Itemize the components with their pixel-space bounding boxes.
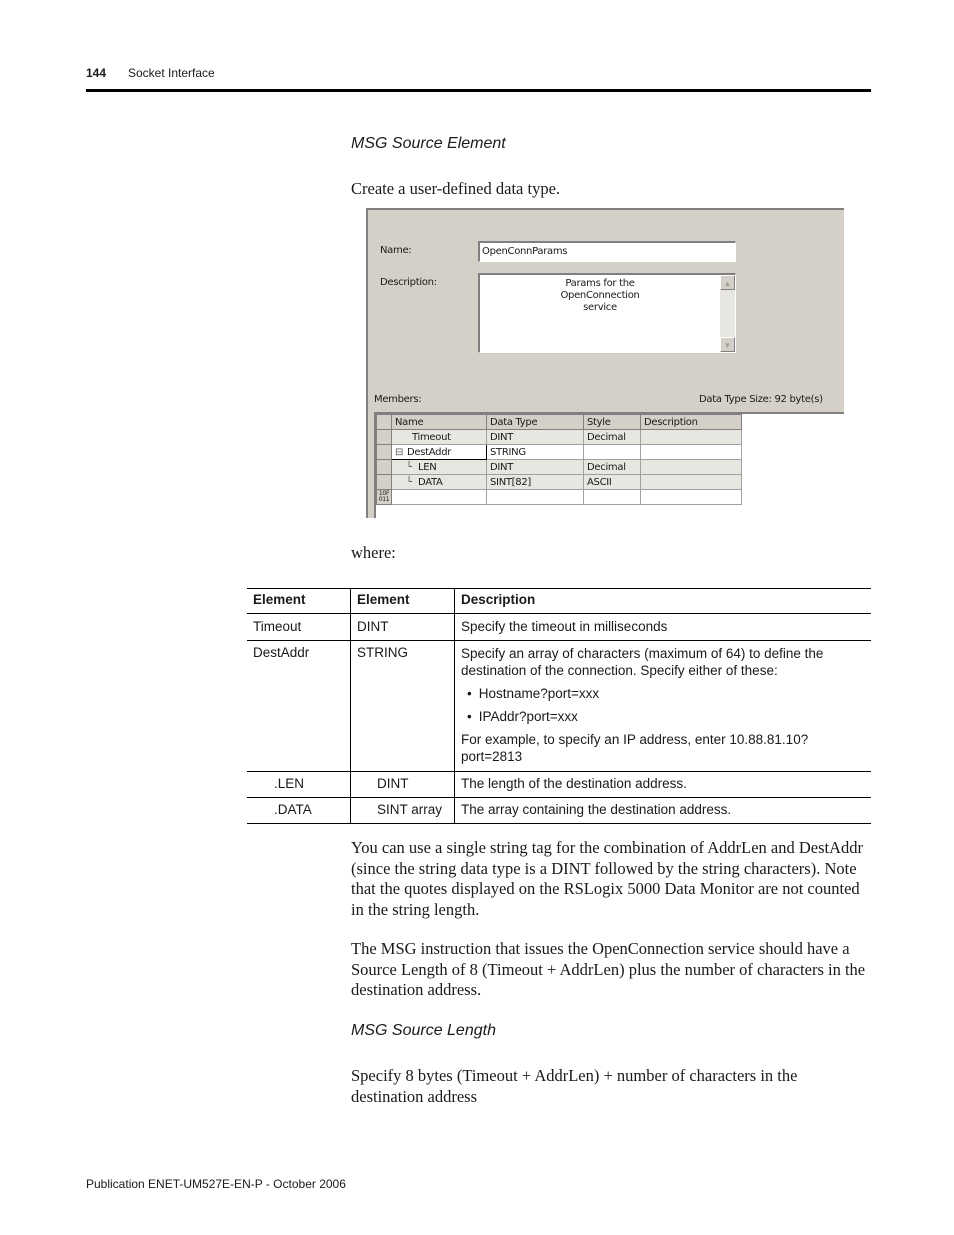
page-number: 144: [86, 66, 107, 80]
table-row: [247, 641, 871, 772]
name-field[interactable]: OpenConnParams: [478, 241, 736, 262]
cell-desc-example: For example, to specify an IP address, enter 10.88.81.10?port=2813: [461, 732, 809, 764]
grid-row[interactable]: [377, 490, 742, 505]
member-style: [584, 445, 641, 460]
member-type: STRING: [487, 445, 584, 460]
member-desc[interactable]: [641, 490, 742, 505]
cell-desc: Specify the timeout in milliseconds: [455, 614, 872, 641]
member-type: DINT: [487, 460, 584, 475]
list-item: • IPAddr?port=xxx: [467, 708, 865, 726]
data-type-size: Data Type Size: 92 byte(s): [699, 394, 823, 405]
th-element: Element: [253, 592, 306, 607]
description-field[interactable]: [478, 273, 736, 353]
cell-type: STRING: [351, 641, 455, 772]
scroll-up-icon[interactable]: ▲: [720, 275, 735, 290]
grid-row[interactable]: [377, 460, 742, 475]
member-name: DestAddr: [407, 446, 452, 458]
col-name[interactable]: Name: [392, 415, 487, 430]
member-name: LEN: [418, 461, 437, 473]
member-name[interactable]: [392, 490, 487, 505]
row-selector[interactable]: [377, 460, 392, 475]
cell-desc: Specify an array of characters (maximum of 64) to define the destination of the connection. Specify either of these:: [461, 646, 824, 678]
cell-element: .LEN: [274, 776, 305, 791]
data-type-dialog-screenshot: [366, 208, 844, 518]
cell-element: .DATA: [274, 802, 312, 817]
paragraph-1: You can use a single string tag for the combination of AddrLen and DestAddr (since the string data type is a DINT followed by the string characters). Note that the quotes displayed on the RSLogix 5000 Data Monitor are not counted in the string length.: [351, 838, 864, 919]
description-label: Description:: [380, 277, 437, 288]
member-type: DINT: [487, 430, 584, 445]
cell-element: Timeout: [253, 619, 302, 634]
th-description: Description: [455, 589, 872, 614]
cell-desc: The array containing the destination address.: [455, 798, 872, 824]
member-style: Decimal: [584, 430, 641, 445]
row-selector[interactable]: [377, 475, 392, 490]
row-selector[interactable]: [377, 445, 392, 460]
cell-type: DINT: [351, 772, 455, 798]
cell-type: SINT array: [351, 798, 455, 824]
name-label: Name:: [380, 245, 412, 256]
description-value: Params for the OpenConnection service: [560, 278, 640, 313]
member-type: SINT[82]: [487, 475, 584, 490]
intro-text: Create a user-defined data type.: [351, 179, 561, 198]
member-desc: [641, 430, 742, 445]
row-selector[interactable]: [377, 430, 392, 445]
collapse-icon[interactable]: ⊟: [395, 446, 404, 458]
members-grid: [374, 412, 844, 518]
members-label: Members:: [374, 394, 422, 405]
table-row: [247, 772, 871, 798]
member-type[interactable]: [487, 490, 584, 505]
tree-branch-icon: └: [406, 476, 412, 488]
member-desc: [641, 445, 742, 460]
col-data-type[interactable]: Data Type: [487, 415, 584, 430]
col-style[interactable]: Style: [584, 415, 641, 430]
footer-publication: Publication ENET-UM527E-EN-P - October 2006: [86, 1177, 346, 1191]
section-title: Socket Interface: [128, 66, 215, 80]
member-style: ASCII: [584, 475, 641, 490]
new-row-icon[interactable]: 10F 011: [377, 490, 392, 505]
grid-row[interactable]: [377, 430, 742, 445]
element-table: [247, 588, 871, 824]
paragraph-2: The MSG instruction that issues the OpenConnection service should have a Source Length of 8 (Timeout + AddrLen) plus the number of characters in the destination address.: [351, 939, 866, 999]
cell-element: DestAddr: [253, 645, 310, 660]
heading-msg-source-length: MSG Source Length: [351, 1022, 496, 1039]
cell-desc: The length of the destination address.: [455, 772, 872, 798]
description-scrollbar[interactable]: [720, 275, 735, 352]
member-style[interactable]: [584, 490, 641, 505]
header-rule: [86, 89, 871, 92]
list-item: • Hostname?port=xxx: [467, 685, 865, 703]
tree-branch-icon: └: [406, 461, 412, 473]
th-type: Element: [351, 589, 455, 614]
table-row: [247, 798, 871, 824]
member-style: Decimal: [584, 460, 641, 475]
col-description[interactable]: Description: [641, 415, 742, 430]
bullet-list: [461, 685, 865, 726]
where-text: where:: [351, 543, 396, 562]
paragraph-3: Specify 8 bytes (Timeout + AddrLen) + number of characters in the destination address: [351, 1066, 798, 1106]
table-row: [247, 614, 871, 641]
scroll-down-icon[interactable]: ▼: [720, 337, 735, 352]
cell-type: DINT: [351, 614, 455, 641]
grid-corner: [377, 415, 392, 430]
member-name: DATA: [418, 476, 443, 488]
grid-row[interactable]: [377, 445, 742, 460]
grid-row[interactable]: [377, 475, 742, 490]
member-name: Timeout: [392, 430, 487, 445]
heading-msg-source-element: MSG Source Element: [351, 135, 506, 152]
member-desc: [641, 475, 742, 490]
member-desc: [641, 460, 742, 475]
